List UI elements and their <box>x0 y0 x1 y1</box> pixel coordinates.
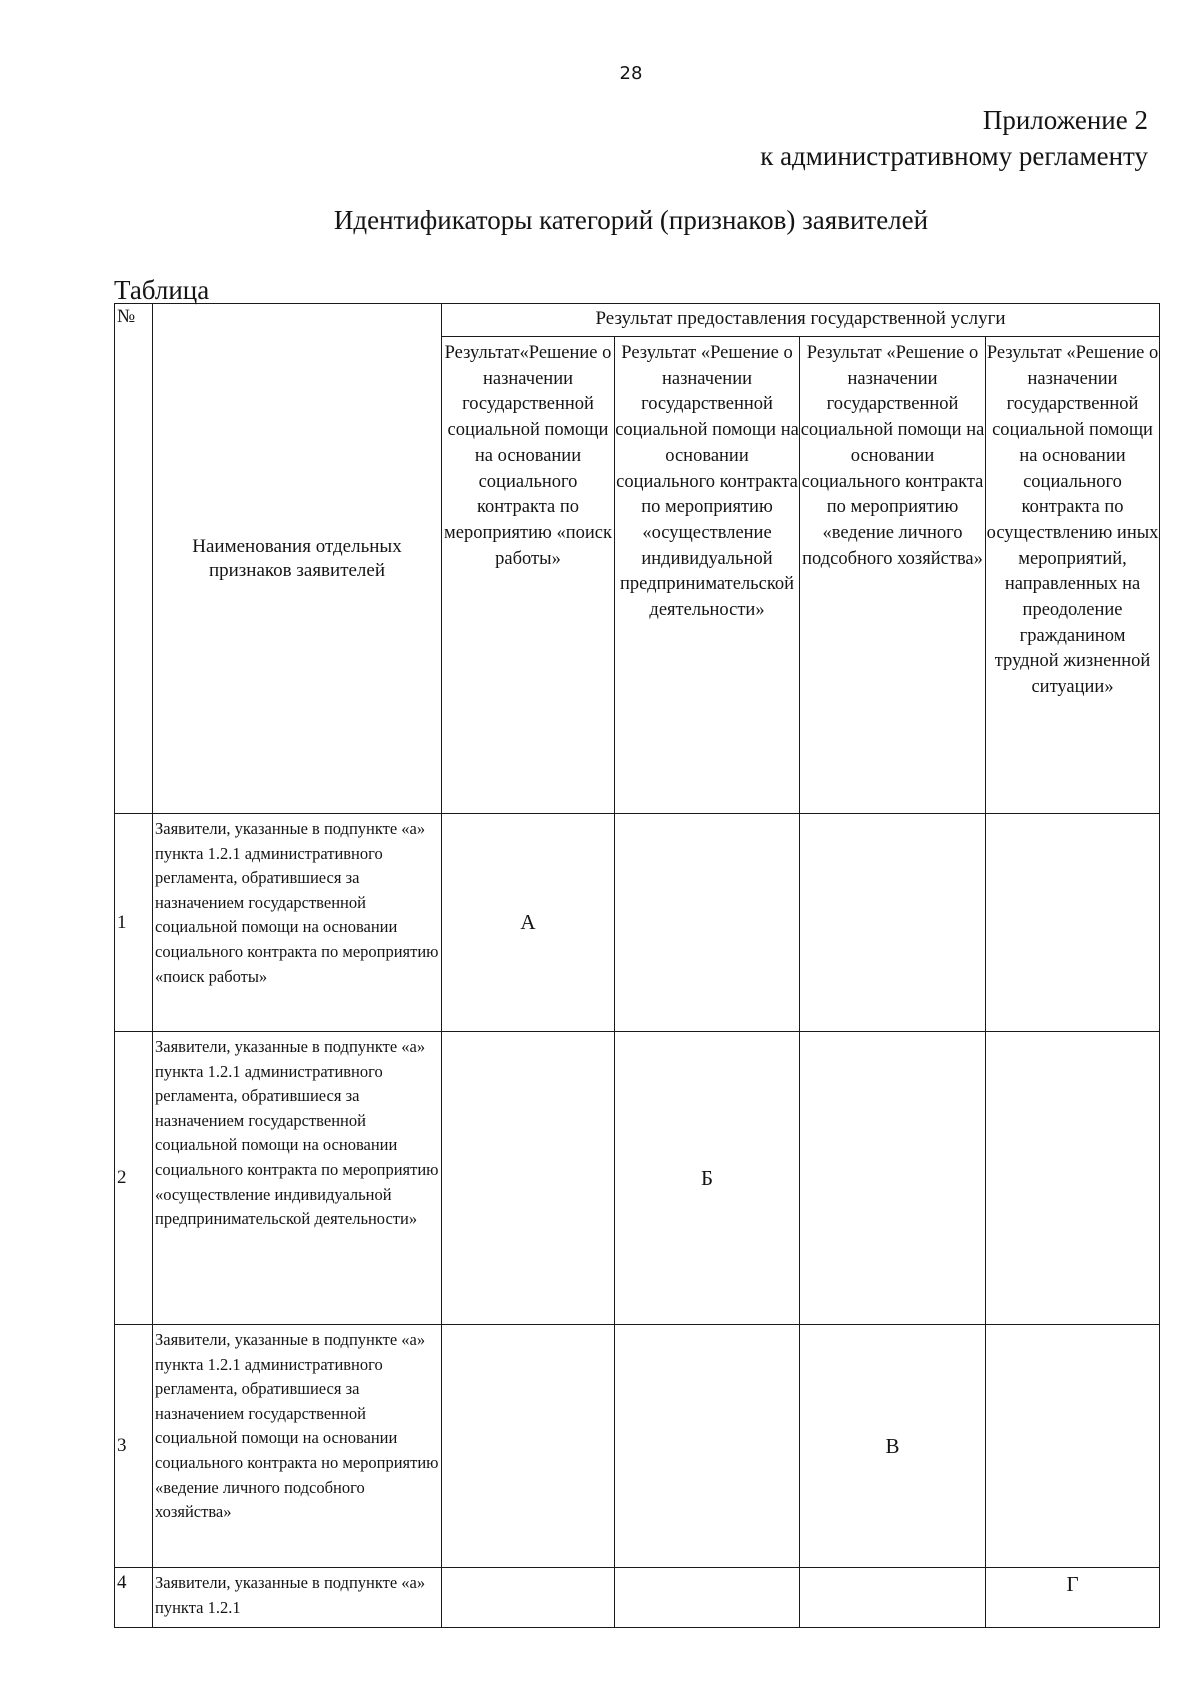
row-description: Заявители, указанные в подпункте «а» пункта 1.2.1 административного регламента, обратившиеся за назначением государственной социальной помощи на основании социального контракта но мероприятию «ведение личного подсобного хозяйства» <box>153 1325 442 1568</box>
row-description: Заявители, указанные в подпункте «а» пункта 1.2.1 <box>153 1568 442 1628</box>
name-column-header-text: Наименования отдельных признаков заявителей <box>192 535 402 581</box>
appendix-subheading: к административному регламенту <box>760 141 1148 171</box>
document-title: Идентификаторы категорий (признаков) заявителей <box>333 205 929 235</box>
identifier-cell <box>986 814 1160 1032</box>
row-number: 2 <box>115 1032 153 1325</box>
result-column-header: Результат«Решение о назначении государственной социальной помощи на основании социального контракта по мероприятию «поиск работы» <box>442 337 615 814</box>
appendix-heading: Приложение 2 <box>982 105 1148 135</box>
identifier-cell <box>800 814 986 1032</box>
identifier-cell: Г <box>986 1568 1160 1628</box>
result-group-header: Результат предоставления государственной услуги <box>442 304 1160 337</box>
identifier-cell <box>442 1325 615 1568</box>
identifier-cell <box>986 1032 1160 1325</box>
identifiers-table <box>114 303 1160 1628</box>
identifier-cell <box>615 1325 800 1568</box>
row-number: 4 <box>115 1568 153 1628</box>
table-row <box>115 814 1160 1032</box>
identifier-cell <box>800 1568 986 1628</box>
identifier-cell: А <box>442 814 615 1032</box>
table-row <box>115 1568 1160 1628</box>
row-number: 3 <box>115 1325 153 1568</box>
table-label: Таблица <box>114 275 210 305</box>
identifier-cell: В <box>800 1325 986 1568</box>
identifier-cell <box>986 1325 1160 1568</box>
identifier-cell <box>800 1032 986 1325</box>
identifier-cell <box>615 1568 800 1628</box>
row-description: Заявители, указанные в подпункте «а» пункта 1.2.1 административного регламента, обратившиеся за назначением государственной социальной помощи на основании социального контракта по мероприятию «поиск работы» <box>153 814 442 1032</box>
result-column-header: Результат «Решение о назначении государственной социальной помощи на основании социального контракта по мероприятию «ведение личного подсобного хозяйства» <box>800 337 986 814</box>
table-row <box>115 1325 1160 1568</box>
identifier-cell <box>442 1568 615 1628</box>
page-number: 28 <box>619 63 643 84</box>
table-row <box>115 1032 1160 1325</box>
row-description: Заявители, указанные в подпункте «а» пункта 1.2.1 административного регламента, обратившиеся за назначением государственной социальной помощи на основании социального контракта по мероприятию «осуществление индивидуальной предпринимательской деятельности» <box>153 1032 442 1325</box>
result-column-header: Результат «Решение о назначении государственной социальной помощи на основании социального контракта по мероприятию «осуществление индивидуальной предпринимательской деятельности» <box>615 337 800 814</box>
identifier-cell <box>615 814 800 1032</box>
identifier-cell: Б <box>615 1032 800 1325</box>
number-column-header: № <box>115 304 153 814</box>
name-column-header <box>153 304 442 814</box>
identifier-cell <box>442 1032 615 1325</box>
row-number: 1 <box>115 814 153 1032</box>
result-column-header: Результат «Решение о назначении государственной социальной помощи на основании социального контракта по осуществлению иных мероприятий, направленных на преодоление гражданином трудной жизненной ситуации» <box>986 337 1160 814</box>
